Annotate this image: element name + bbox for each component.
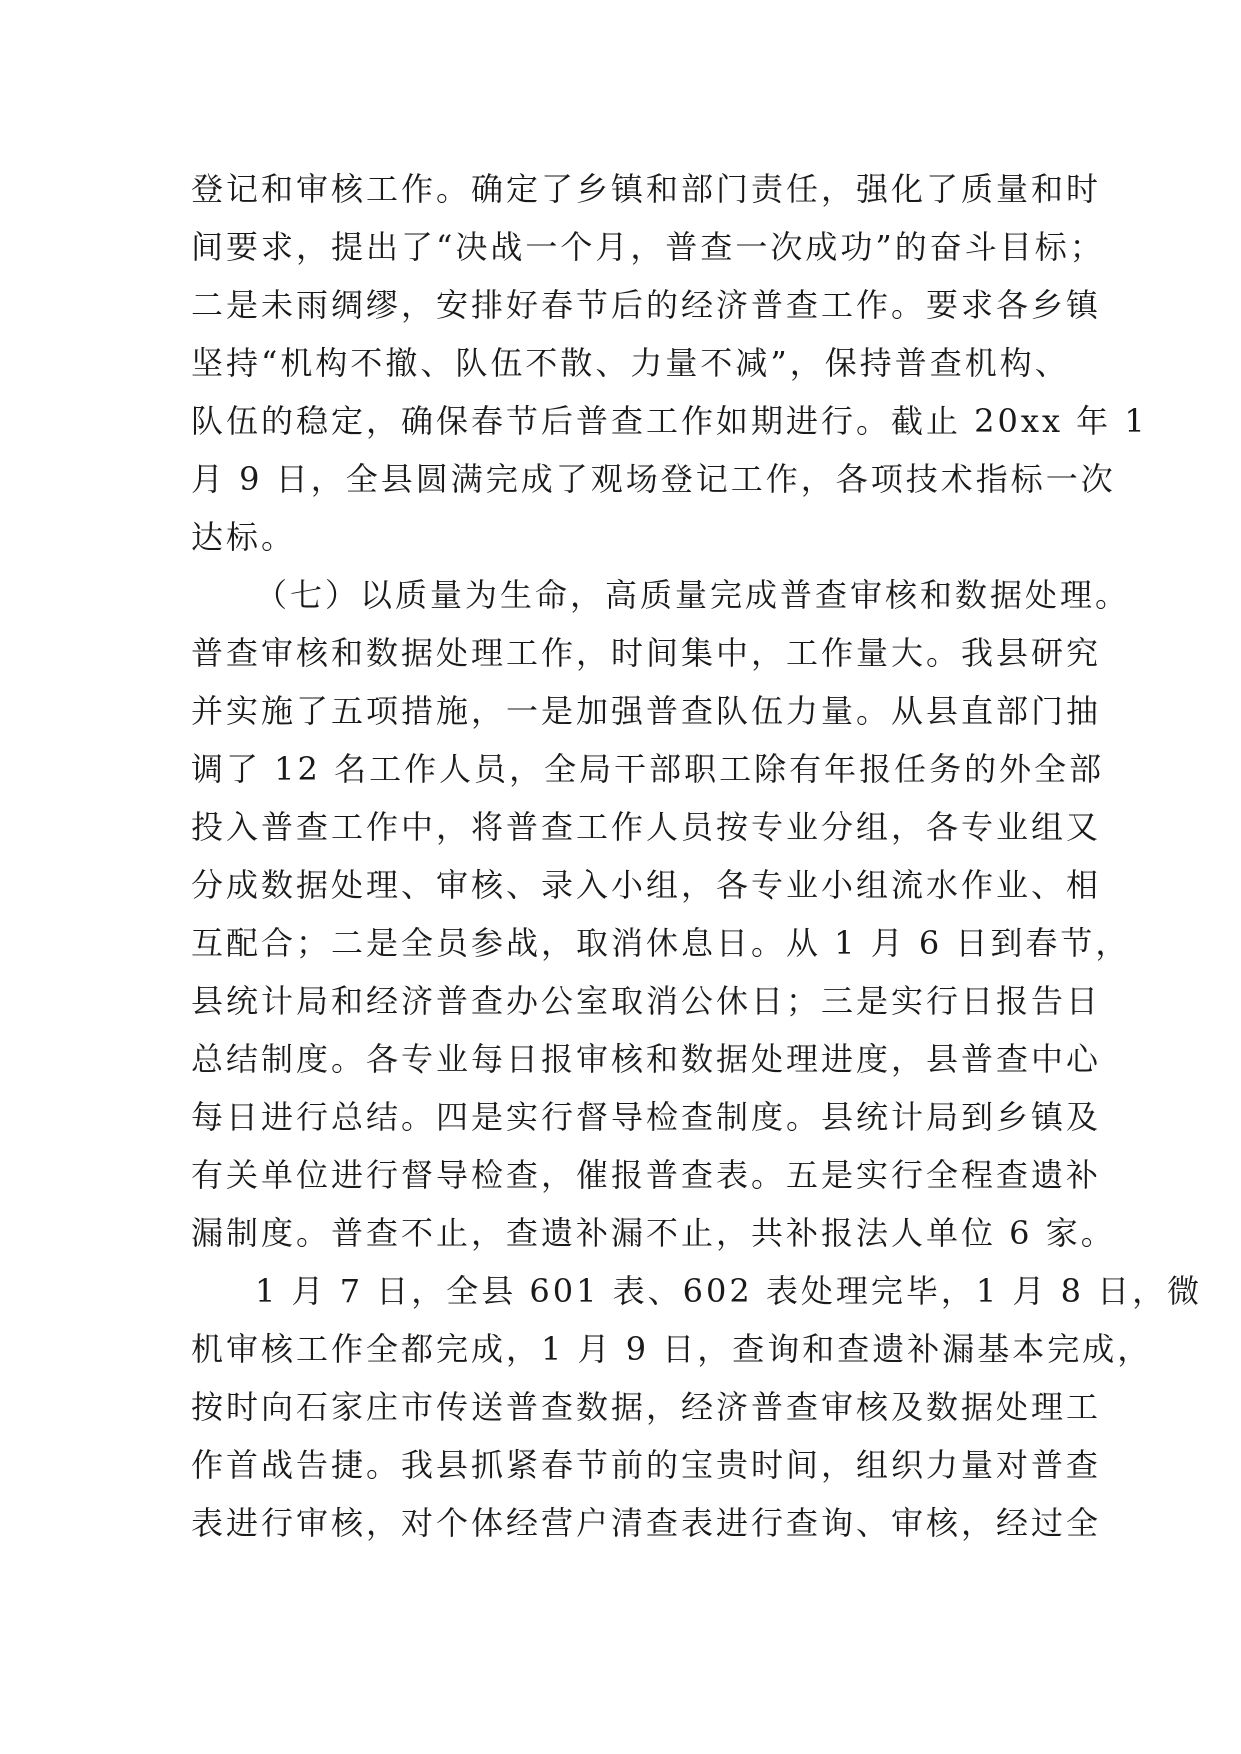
text-line: 并实施了五项措施，一是加强普查队伍力量。从县直部门抽	[191, 692, 1102, 730]
text-line: 队伍的稳定，确保春节后普查工作如期进行。截止 20xx 年 1	[191, 402, 1148, 440]
text-line: 分成数据处理、审核、录入小组，各专业小组流水作业、相	[191, 866, 1102, 904]
text-line: 漏制度。普查不止，查遗补漏不止，共补报法人单位 6 家。	[191, 1214, 1116, 1252]
text-line: 有关单位进行督导检查，催报普查表。五是实行全程查遗补	[191, 1156, 1102, 1194]
text-line: 总结制度。各专业每日报审核和数据处理进度，县普查中心	[191, 1040, 1102, 1078]
text-line: 作首战告捷。我县抓紧春节前的宝贵时间，组织力量对普查	[191, 1446, 1102, 1484]
body-text	[191, 160, 1203, 1552]
text-line: 调了 12 名工作人员，全局干部职工除有年报任务的外全部	[191, 750, 1105, 788]
section-heading-line: （七）以质量为生命，高质量完成普查审核和数据处理。	[255, 576, 1131, 614]
text-line: 登记和审核工作。确定了乡镇和部门责任，强化了质量和时	[191, 170, 1102, 208]
text-line: 坚持“机构不撤、队伍不散、力量不减”，保持普查机构、	[191, 344, 1070, 382]
text-line: 机审核工作全都完成，1 月 9 日，查询和查遗补漏基本完成，	[191, 1330, 1153, 1368]
text-line: 县统计局和经济普查办公室取消公休日；三是实行日报告日	[191, 982, 1102, 1020]
text-line: 间要求，提出了“决战一个月，普查一次成功”的奋斗目标；	[191, 228, 1105, 266]
text-line: 互配合；二是全员参战，取消休息日。从 1 月 6 日到春节，	[191, 924, 1131, 962]
text-line: 二是未雨绸缪，安排好春节后的经济普查工作。要求各乡镇	[191, 286, 1102, 324]
text-line: 月 9 日，全县圆满完成了观场登记工作，各项技术指标一次	[191, 460, 1116, 498]
text-line: 普查审核和数据处理工作，时间集中，工作量大。我县研究	[191, 634, 1102, 672]
text-line: 每日进行总结。四是实行督导检查制度。县统计局到乡镇及	[191, 1098, 1102, 1136]
paragraph-start-line: 1 月 7 日，全县 601 表、602 表处理完毕，1 月 8 日，微	[255, 1272, 1203, 1310]
text-line: 按时向石家庄市传送普查数据，经济普查审核及数据处理工	[191, 1388, 1102, 1426]
text-line: 表进行审核，对个体经营户清查表进行查询、审核，经过全	[191, 1504, 1102, 1542]
text-line: 投入普查工作中，将普查工作人员按专业分组，各专业组又	[191, 808, 1102, 846]
text-line: 达标。	[191, 518, 297, 556]
